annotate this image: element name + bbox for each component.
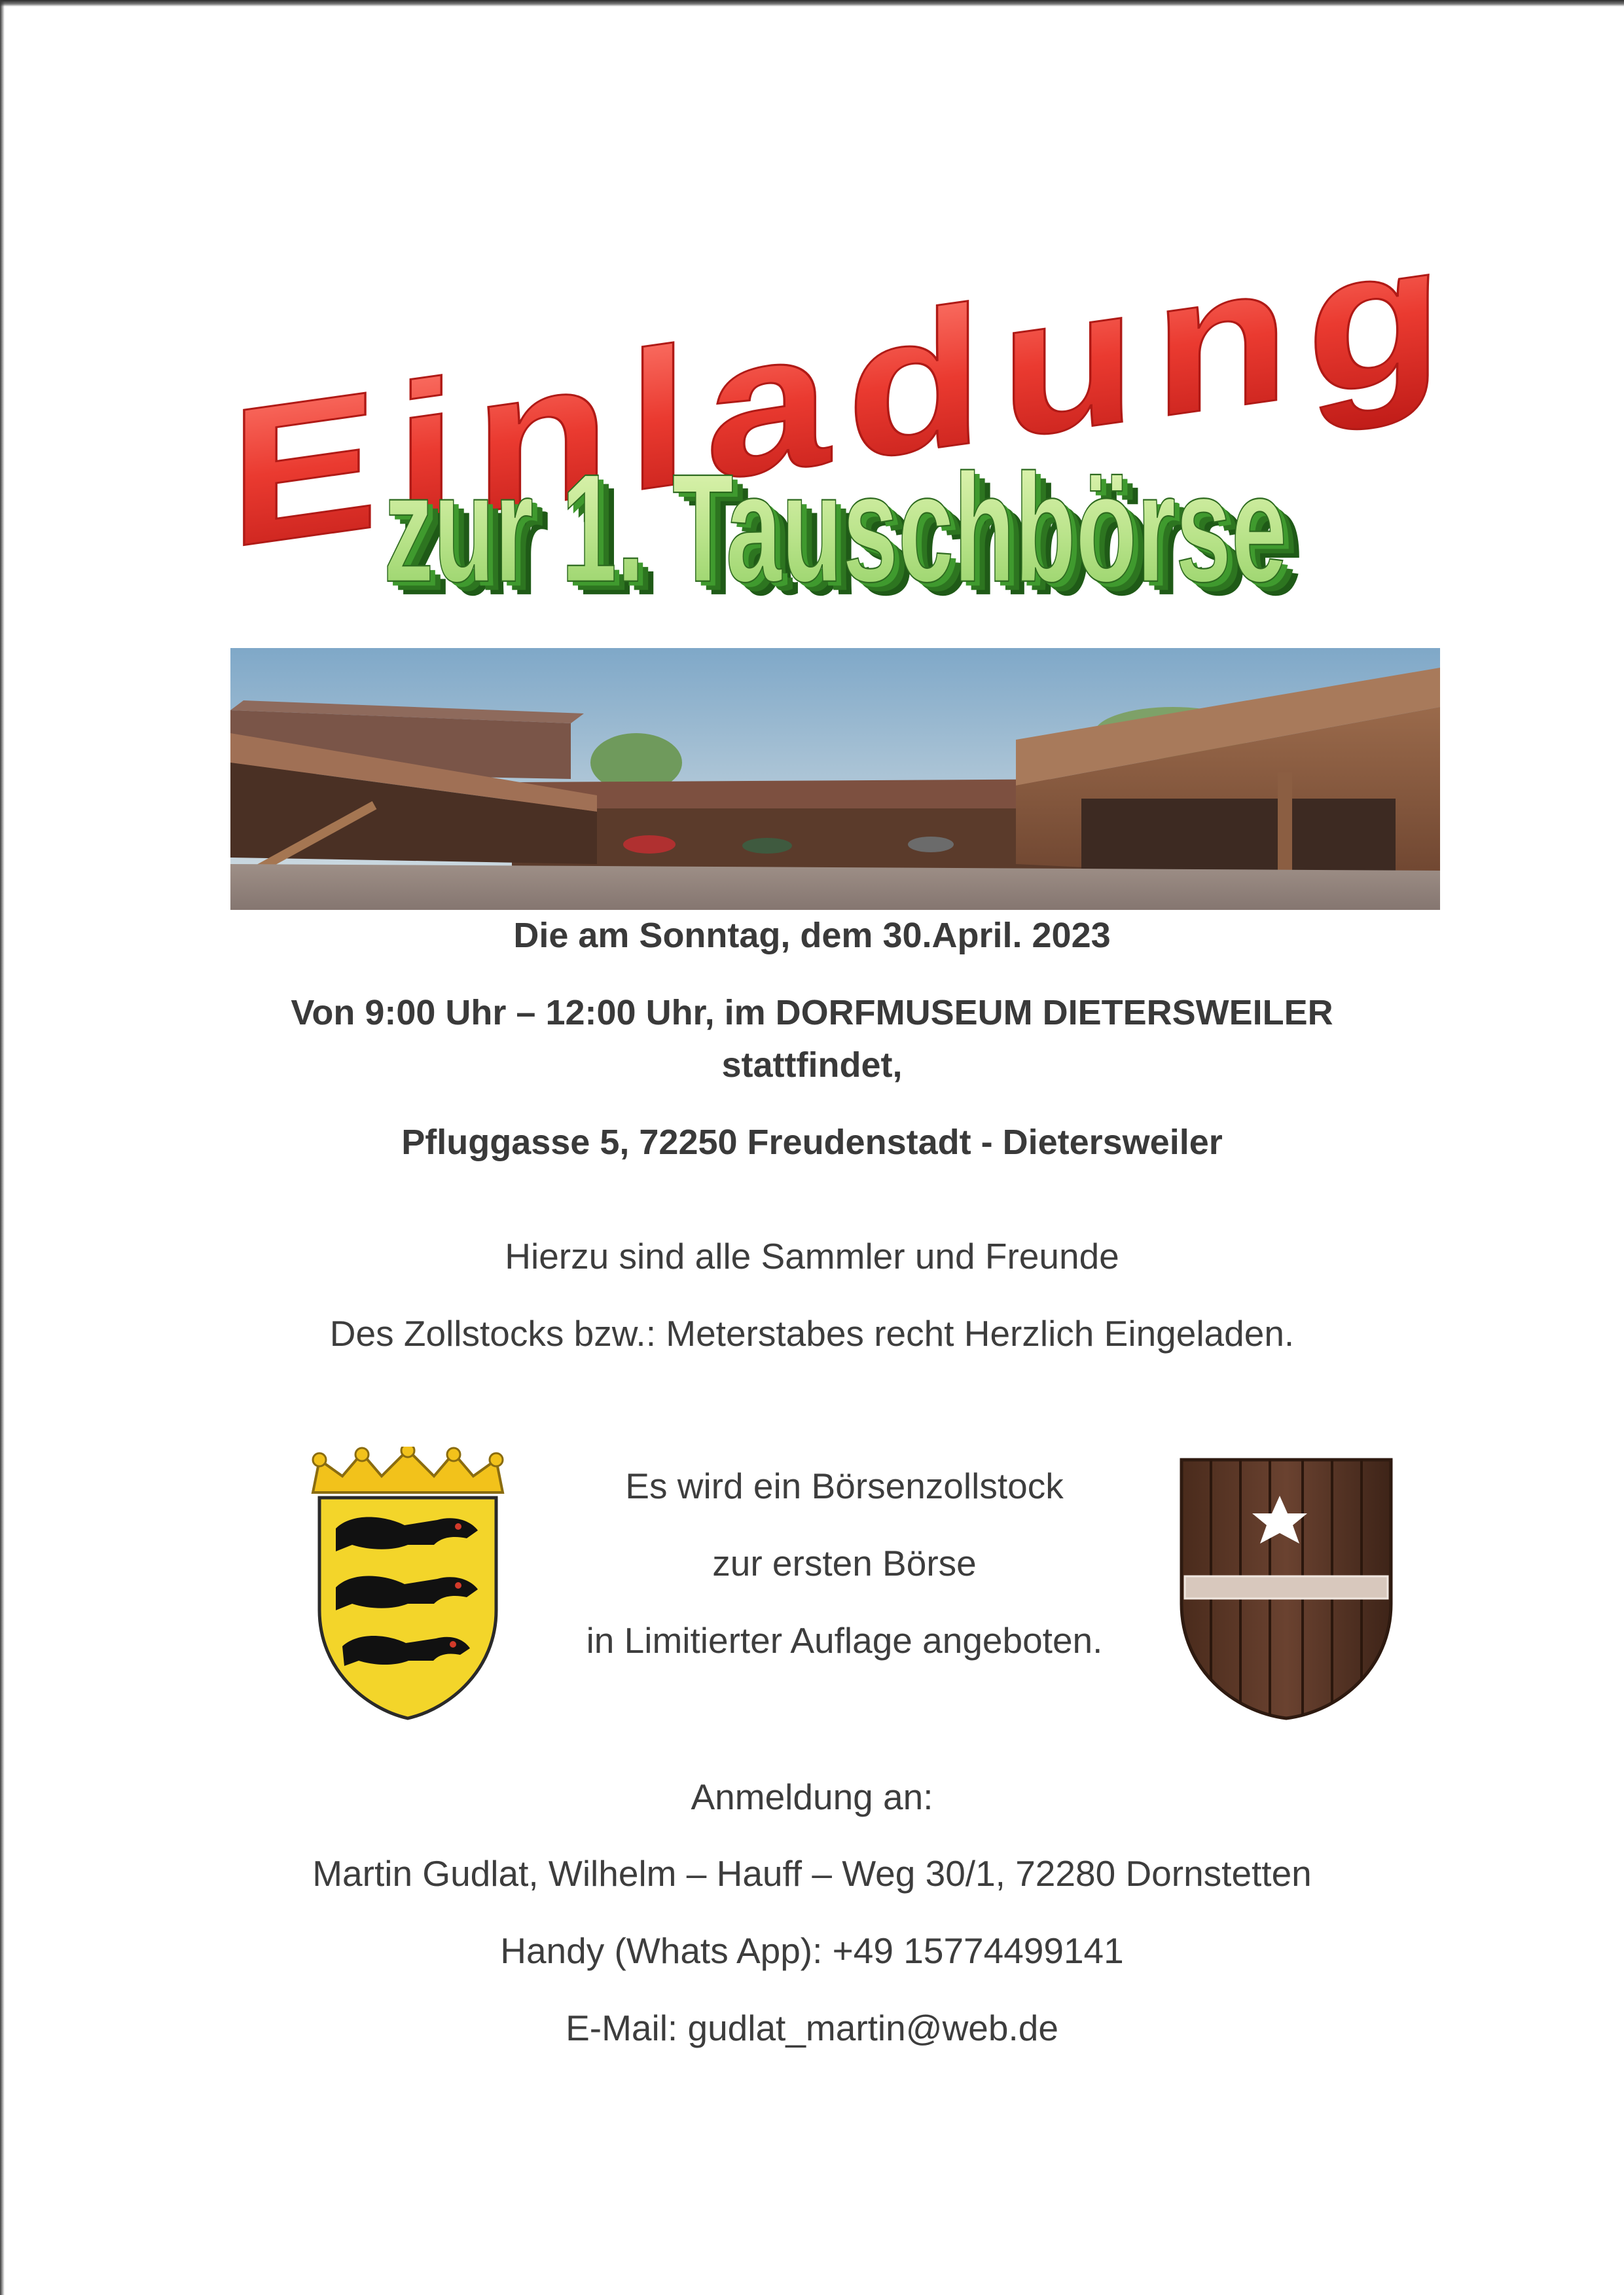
offer-line-3: in Limitierter Auflage angeboten. <box>586 1620 1103 1661</box>
event-time-line-continued: stattfindet, <box>721 1045 903 1085</box>
title-wordart <box>209 216 1492 635</box>
title-line2-extrusion2: zur 1. Tauschbörse <box>394 451 1297 623</box>
registration-email: E-Mail: gudlat_martin@web.de <box>566 2008 1058 2048</box>
title-line1: Einladung <box>229 217 1308 589</box>
registration-address: Martin Gudlat, Wilhelm – Hauff – Weg 30/1, 72280 Dornstetten <box>312 1853 1312 1894</box>
offer-line-2: zur ersten Börse <box>712 1543 977 1583</box>
scan-edge-top <box>0 0 1624 7</box>
invitation-line-1: Hierzu sind alle Sammler und Freunde <box>505 1236 1119 1276</box>
event-time-line: Von 9:00 Uhr – 12:00 Uhr, im DORFMUSEUM DIETERSWEILER <box>291 993 1333 1032</box>
registration-heading: Anmeldung an: <box>691 1777 933 1817</box>
coat-of-arms-baden-wuerttemberg-icon <box>306 1447 509 1722</box>
event-date-line: Die am Sonntag, dem 30.April. 2023 <box>513 916 1111 955</box>
offer-line-1: Es wird ein Börsenzollstock <box>625 1466 1064 1506</box>
invitation-line-2: Des Zollstocks bzw.: Meterstabes recht Herzlich Eingeladen. <box>329 1313 1295 1354</box>
title-line2-extrusion3: zur 1. Tauschbörse <box>399 455 1303 628</box>
coat-of-arms-wooden-shield-icon <box>1175 1453 1398 1722</box>
event-address-line: Pfluggasse 5, 72250 Freudenstadt - Dietersweiler <box>401 1123 1223 1162</box>
registration-phone: Handy (Whats App): +49 15774499141 <box>500 1930 1124 1971</box>
courtyard-photo <box>230 648 1440 910</box>
title-line2: zur 1. Tauschbörse <box>384 442 1287 615</box>
title-line2-extrusion1: zur 1. Tauschbörse <box>389 446 1292 619</box>
